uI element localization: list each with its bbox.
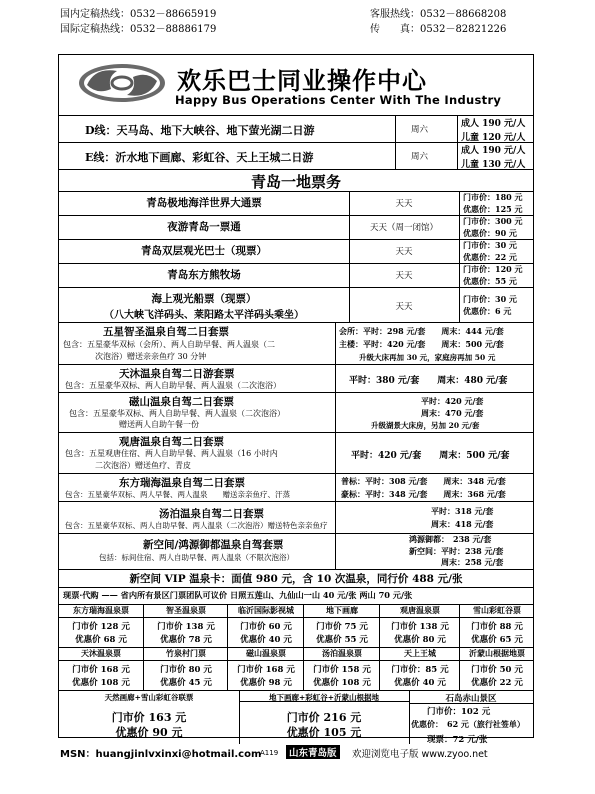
package-zhisheng-rate2: 主楼：平时：420 元/套 周末：500 元/套 — [339, 339, 504, 349]
package-tangbo-desc: 包含：五星豪华双标、两人自助早餐、两人温泉（二次泡浴）赠送特色亲亲鱼疗 — [65, 521, 328, 530]
ticket-polar-ocean-door: 门市价：180 元 — [463, 192, 523, 202]
grid-row-2-name-2: 磁山温泉票 — [228, 648, 304, 661]
grid-row-1-name-1: 智圣温泉票 — [144, 605, 228, 618]
package-tianmu-desc: 包含：五星豪华双标、两人自助早餐、两人温泉（二次泡浴） — [65, 381, 281, 390]
ticket-polar-ocean-deal: 优惠价：125 元 — [463, 204, 523, 214]
combo-gallery-rainbow-door: 门市价 163 元 — [111, 711, 187, 724]
package-ruihai-rate1: 普标：平时：308 元/套 周末：348 元/套 — [341, 476, 506, 486]
combo-gallery-yimeng-door: 门市价 216 元 — [286, 711, 362, 724]
chishan-door: 门市价：102 元 — [427, 707, 491, 717]
grid-row-1-door-1: 门市价 138 元 — [157, 622, 215, 632]
package-cishan-desc2: 赠送两人自助午餐一份 — [119, 420, 199, 429]
agency-notice: 现票·代购 —— 省内所有景区门票团队可议价 日照五莲山、九仙山一山 40 元/张 两山 70 元/张 — [63, 590, 413, 600]
domestic-hotline: 国内定稿热线：0532－88665919 — [60, 9, 217, 20]
ticket-sightseeing-bus-door: 门市价：30 元 — [463, 240, 517, 250]
package-zhisheng-title: 五星智圣温泉自驾二日套票 — [103, 326, 229, 338]
ticket-sightseeing-bus: 青岛双层观光巴士（现票） — [141, 245, 267, 257]
package-zhisheng-desc2: 次泡浴）赠送亲亲鱼疗 30 分钟 — [95, 352, 207, 361]
package-zhisheng-desc: 包含：五星豪华双标（会所）、两人自助早餐、两人温泉（二 — [63, 340, 275, 349]
package-cishan-rate2: 周末：470 元/套 — [421, 408, 484, 418]
package-ruihai-desc: 包含：五星豪华双标、两人早餐、两人温泉 赠送亲亲鱼疗、汗蒸 — [65, 490, 290, 499]
ticket-polar-ocean: 青岛极地海洋世界大通票 — [146, 197, 262, 209]
grid-row-2-deal-0: 优惠价 108 元 — [72, 678, 130, 688]
route-d-day: 周六 — [411, 125, 429, 135]
grid-row-2-cell-2 — [227, 647, 303, 690]
package-cishan-rate1: 平时：420 元/套 — [421, 396, 484, 406]
route-e: E线：沂水地下画廊、彩虹谷、天上王城二日游 — [85, 151, 314, 164]
ticket-polar-ocean-day: 天天 — [395, 199, 413, 209]
route-d: D线：天马岛、地下大峡谷、地下萤光湖二日游 — [85, 124, 315, 137]
route-e-adult: 成人 190 元/人 — [461, 146, 526, 156]
combo-gallery-rainbow-name: 天然画廊+雪山彩虹谷联票 — [104, 693, 194, 702]
package-zhisheng-rate1: 会所：平时：298 元/套 周末：444 元/套 — [339, 326, 504, 336]
grid-row-1-name-5: 雪山彩虹谷票 — [460, 605, 534, 618]
grid-row-1-deal-0: 优惠价 68 元 — [75, 635, 127, 645]
package-ruihai-rate2: 豪标：平时：348 元/套 周末：368 元/套 — [341, 489, 506, 499]
package-xinkongjian-rate2: 新空间：平时：238 元/套 — [409, 546, 504, 556]
ticket-sea-cruise-day: 天天 — [395, 302, 413, 312]
grid-row-1-cell-1 — [143, 604, 227, 647]
grid-row-2-door-1: 门市价 80 元 — [160, 665, 212, 675]
ticket-sea-cruise: 海上观光船票（现票） — [151, 293, 257, 305]
ticket-night-tour-day: 天天（周一闭馆） — [369, 223, 438, 233]
grid-row-2-cell-5 — [459, 647, 533, 690]
msn-contact: MSN：huangjinlvxinxi@hotmail.com — [60, 749, 262, 760]
chishan-deal: 优惠价： 62 元（旅行社签单） — [411, 719, 525, 729]
grid-row-2-name-4: 天上王城 — [380, 648, 460, 661]
package-ruihai-title: 东方瑞海温泉自驾二日套票 — [119, 477, 245, 489]
route-d-child: 儿童 120 元/人 — [461, 133, 526, 143]
combo-gallery-rainbow-deal: 优惠价 90 元 — [115, 726, 183, 739]
grid-row-1-cell-5 — [459, 604, 533, 647]
grid-row-1-door-4: 门市价 138 元 — [391, 622, 449, 632]
ticket-bear-ranch: 青岛东方熊牧场 — [167, 269, 241, 281]
grid-row-1-cell-4 — [379, 604, 459, 647]
chishan-name: 石岛赤山景区 — [445, 694, 497, 704]
grid-row-2-door-0: 门市价 168 元 — [72, 665, 130, 675]
grid-row-1-door-3: 门市价 75 元 — [316, 622, 368, 632]
package-tianmu-rate: 平时：380 元/套 周末：480 元/套 — [349, 376, 508, 386]
grid-row-1-deal-4: 优惠价 80 元 — [394, 635, 446, 645]
ticket-bear-ranch-deal: 优惠价：55 元 — [463, 276, 517, 286]
grid-row-2-cell-1 — [143, 647, 227, 690]
package-guantang-rate: 平时：420 元/套 周末：500 元/套 — [351, 451, 510, 461]
grid-row-1-cell-2 — [227, 604, 303, 647]
grid-row-2-deal-1: 优惠价 45 元 — [160, 678, 212, 688]
page-number: A119 — [260, 749, 279, 757]
grid-row-2-deal-2: 优惠价 98 元 — [240, 678, 292, 688]
grid-row-2-door-4: 门市价：85 元 — [391, 665, 449, 675]
combo-gallery-yimeng-name: 地下画廊+彩虹谷+沂蒙山根据地 — [268, 693, 380, 702]
grid-row-1-name-2: 临沂国际影视城 — [228, 605, 304, 618]
ticket-sightseeing-bus-deal: 优惠价：22 元 — [463, 252, 517, 262]
grid-row-2-name-5: 沂蒙山根据地票 — [460, 648, 534, 661]
package-guantang-title: 观唐温泉自驾二日套票 — [119, 436, 224, 448]
grid-row-2-deal-5: 优惠价 22 元 — [471, 678, 523, 688]
grid-row-2-name-0: 天沐温泉票 — [59, 648, 143, 661]
website-link[interactable]: 欢迎浏览电子版 www.zyoo.net — [352, 749, 488, 760]
package-tianmu-title: 天沐温泉自驾二日游套票 — [119, 368, 235, 380]
combo-gallery-yimeng-deal: 优惠价 105 元 — [286, 726, 362, 739]
grid-row-2-deal-3: 优惠价 108 元 — [313, 678, 371, 688]
grid-row-1-name-3: 地下画廊 — [304, 605, 380, 618]
vip-card-offer: 新空间 VIP 温泉卡：面值 980 元，含 10 次温泉，同行价 488 元/张 — [129, 573, 463, 585]
package-xinkongjian-title: 新空间/鸿源御都温泉自驾套票 — [143, 539, 284, 551]
route-e-child: 儿童 130 元/人 — [461, 160, 526, 170]
grid-row-1-cell-0 — [59, 604, 143, 647]
main-frame — [58, 54, 534, 745]
grid-row-2-name-3: 汤泊温泉票 — [304, 648, 380, 661]
package-xinkongjian-desc: 包括：标间住宿、两人自助早餐、两人温泉（不限次泡浴） — [99, 553, 294, 562]
route-e-day: 周六 — [411, 152, 429, 162]
international-hotline: 国际定稿热线：0532－88886179 — [60, 24, 217, 35]
package-tangbo-rate2: 周末：418 元/套 — [431, 519, 494, 529]
grid-row-1-name-4: 观唐温泉票 — [380, 605, 460, 618]
ticket-sea-cruise-door: 门市价：30 元 — [463, 294, 517, 304]
section-title: 青岛一地票务 — [250, 173, 341, 191]
grid-row-2-door-2: 门市价 168 元 — [237, 665, 295, 675]
package-cishan-desc: 包含：五星豪华双标、两人自助早餐、两人温泉（二次泡浴） — [69, 409, 285, 418]
package-guantang-desc2: 二次泡浴）赠送鱼疗、青皮 — [95, 461, 191, 470]
chishan-current: 现票：72 元/张 — [427, 735, 488, 745]
ticket-night-tour: 夜游青岛一票通 — [167, 221, 241, 233]
package-tangbo-title: 汤泊温泉自驾二日套票 — [159, 508, 264, 520]
grid-row-1-deal-2: 优惠价 40 元 — [240, 635, 292, 645]
package-cishan-title: 磁山温泉自驾二日套票 — [129, 396, 234, 408]
service-hotline: 客服热线：0532－88668208 — [370, 9, 507, 20]
grid-row-1-door-2: 门市价 60 元 — [240, 622, 292, 632]
package-cishan-rate3: 升级湖景大床房，另加 20 元/套 — [371, 421, 480, 430]
bus-logo-icon — [77, 61, 167, 105]
ticket-sightseeing-bus-day: 天天 — [395, 247, 413, 257]
ticket-bear-ranch-day: 天天 — [395, 271, 413, 281]
grid-row-1-cell-3 — [303, 604, 379, 647]
ticket-bear-ranch-door: 门市价：120 元 — [463, 264, 523, 274]
grid-row-1-deal-3: 优惠价 55 元 — [316, 635, 368, 645]
grid-row-1-name-0: 东方瑞海温泉票 — [59, 605, 143, 618]
grid-row-2-name-1: 竹泉村门票 — [144, 648, 228, 661]
edition-badge: 山东青岛版 — [286, 745, 340, 759]
ticket-night-tour-door: 门市价：300 元 — [463, 216, 523, 226]
grid-row-1-deal-1: 优惠价 78 元 — [160, 635, 212, 645]
logo-subtitle: Happy Bus Operations Center With The Industry — [175, 93, 502, 107]
ticket-night-tour-deal: 优惠价：90 元 — [463, 228, 517, 238]
grid-row-1-deal-5: 优惠价 65 元 — [471, 635, 523, 645]
grid-row-2-cell-0 — [59, 647, 143, 690]
package-xinkongjian-rate3: 周末：258 元/套 — [441, 557, 504, 567]
fax-number: 传 真：0532－82821226 — [370, 24, 507, 35]
ticket-grid-row-1 — [59, 604, 533, 647]
grid-row-1-door-5: 门市价 88 元 — [471, 622, 523, 632]
route-d-adult: 成人 190 元/人 — [461, 119, 526, 129]
grid-row-2-deal-4: 优惠价 40 元 — [394, 678, 446, 688]
ticket-grid-row-2 — [59, 647, 533, 690]
logo-title: 欢乐巴士同业操作中心 — [177, 67, 427, 95]
grid-row-2-door-3: 门市价 158 元 — [313, 665, 371, 675]
package-zhisheng-rate3: 升级大床再加 30 元，家庭房再加 50 元 — [359, 353, 496, 362]
package-guantang-desc: 包含：五星观唐住宿、两人自助早餐、两人温泉（16 小时内 — [65, 449, 278, 458]
package-xinkongjian-rate1: 鸿源御都： 238 元/套 — [409, 534, 492, 544]
package-tangbo-rate1: 平时：318 元/套 — [431, 506, 494, 516]
grid-row-2-cell-4 — [379, 647, 459, 690]
grid-row-1-door-0: 门市价 128 元 — [72, 622, 130, 632]
grid-row-2-cell-3 — [303, 647, 379, 690]
ticket-sea-cruise-piers: （八大峡飞洋码头、莱阳路太平洋码头乘坐） — [104, 310, 304, 321]
ticket-sea-cruise-deal: 优惠价：6 元 — [463, 306, 512, 316]
grid-row-2-door-5: 门市价 50 元 — [471, 665, 523, 675]
